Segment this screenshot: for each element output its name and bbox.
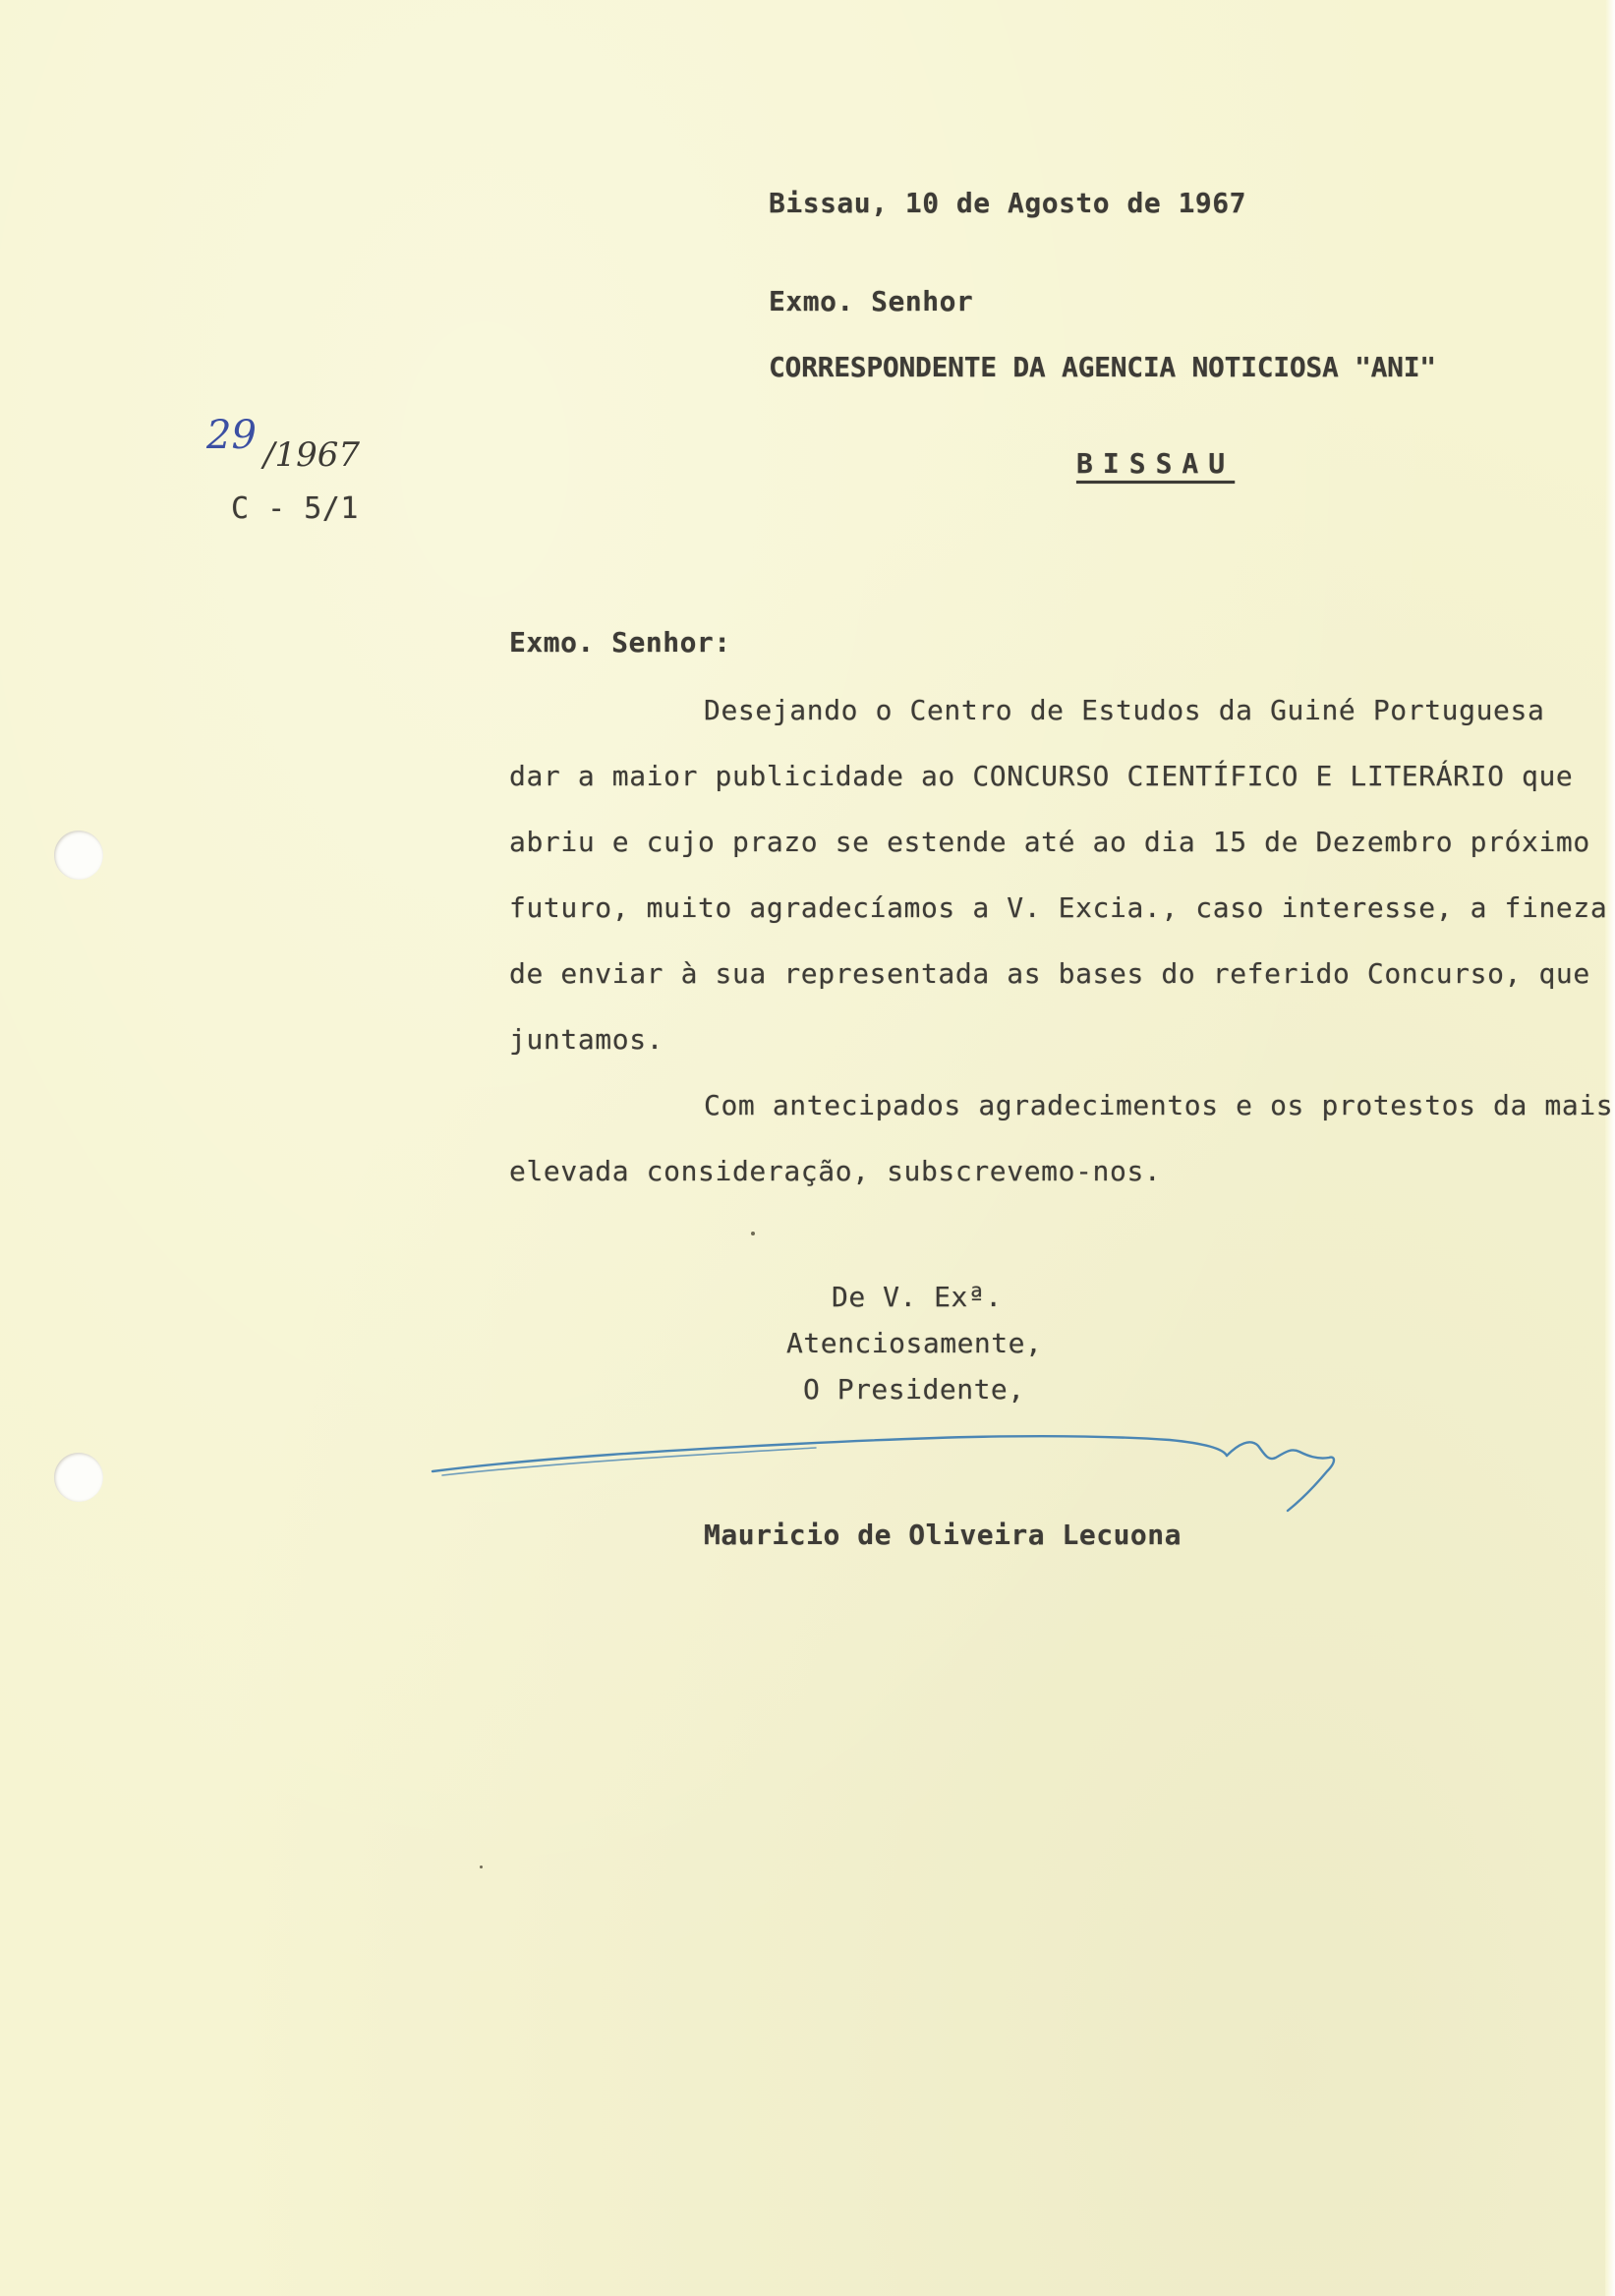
paragraph-1-line: Desejando o Centro de Estudos da Guiné Portuguesa bbox=[704, 694, 1545, 726]
closing-line-2: Atenciosamente, bbox=[786, 1327, 1043, 1359]
paragraph-1-line: dar a maior publicidade ao CONCURSO CIENTÍFICO E LITERÁRIO que bbox=[509, 760, 1574, 792]
letter-salutation: Exmo. Senhor: bbox=[509, 626, 731, 659]
signer-name: Mauricio de Oliveira Lecuona bbox=[704, 1519, 1182, 1551]
place-date: Bissau, 10 de Agosto de 1967 bbox=[769, 187, 1247, 219]
reference-code: C - 5/1 bbox=[231, 491, 359, 526]
punch-hole-bottom bbox=[54, 1453, 103, 1502]
paper-speck bbox=[751, 1232, 755, 1235]
addressee-city: BISSAU bbox=[1076, 447, 1236, 480]
closing-line-1: De V. Exª. bbox=[832, 1281, 1003, 1313]
handwritten-reference-number: 29 bbox=[206, 413, 257, 458]
closing-line-3: O Presidente, bbox=[803, 1373, 1025, 1406]
paragraph-2-line: Com antecipados agradecimentos e os protestos da mais bbox=[704, 1089, 1614, 1121]
paragraph-1-line: juntamos. bbox=[509, 1023, 664, 1056]
addressee-title: CORRESPONDENTE DA AGENCIA NOTICIOSA "ANI" bbox=[769, 351, 1436, 383]
paragraph-1-line: abriu e cujo prazo se estende até ao dia 15 de Dezembro próximo bbox=[509, 826, 1590, 858]
paper-speck bbox=[480, 1866, 483, 1868]
reference-year: /1967 bbox=[263, 435, 360, 475]
handwritten-signature bbox=[423, 1401, 1366, 1519]
addressee-salutation: Exmo. Senhor bbox=[769, 285, 974, 317]
paragraph-2-line: elevada consideração, subscrevemo-nos. bbox=[509, 1155, 1162, 1187]
page-edge bbox=[1605, 0, 1615, 2296]
paragraph-1-line: de enviar à sua representada as bases do referido Concurso, que bbox=[509, 957, 1590, 990]
punch-hole-top bbox=[54, 831, 103, 880]
paragraph-1-line: futuro, muito agradecíamos a V. Excia., caso interesse, a fineza bbox=[509, 891, 1608, 924]
